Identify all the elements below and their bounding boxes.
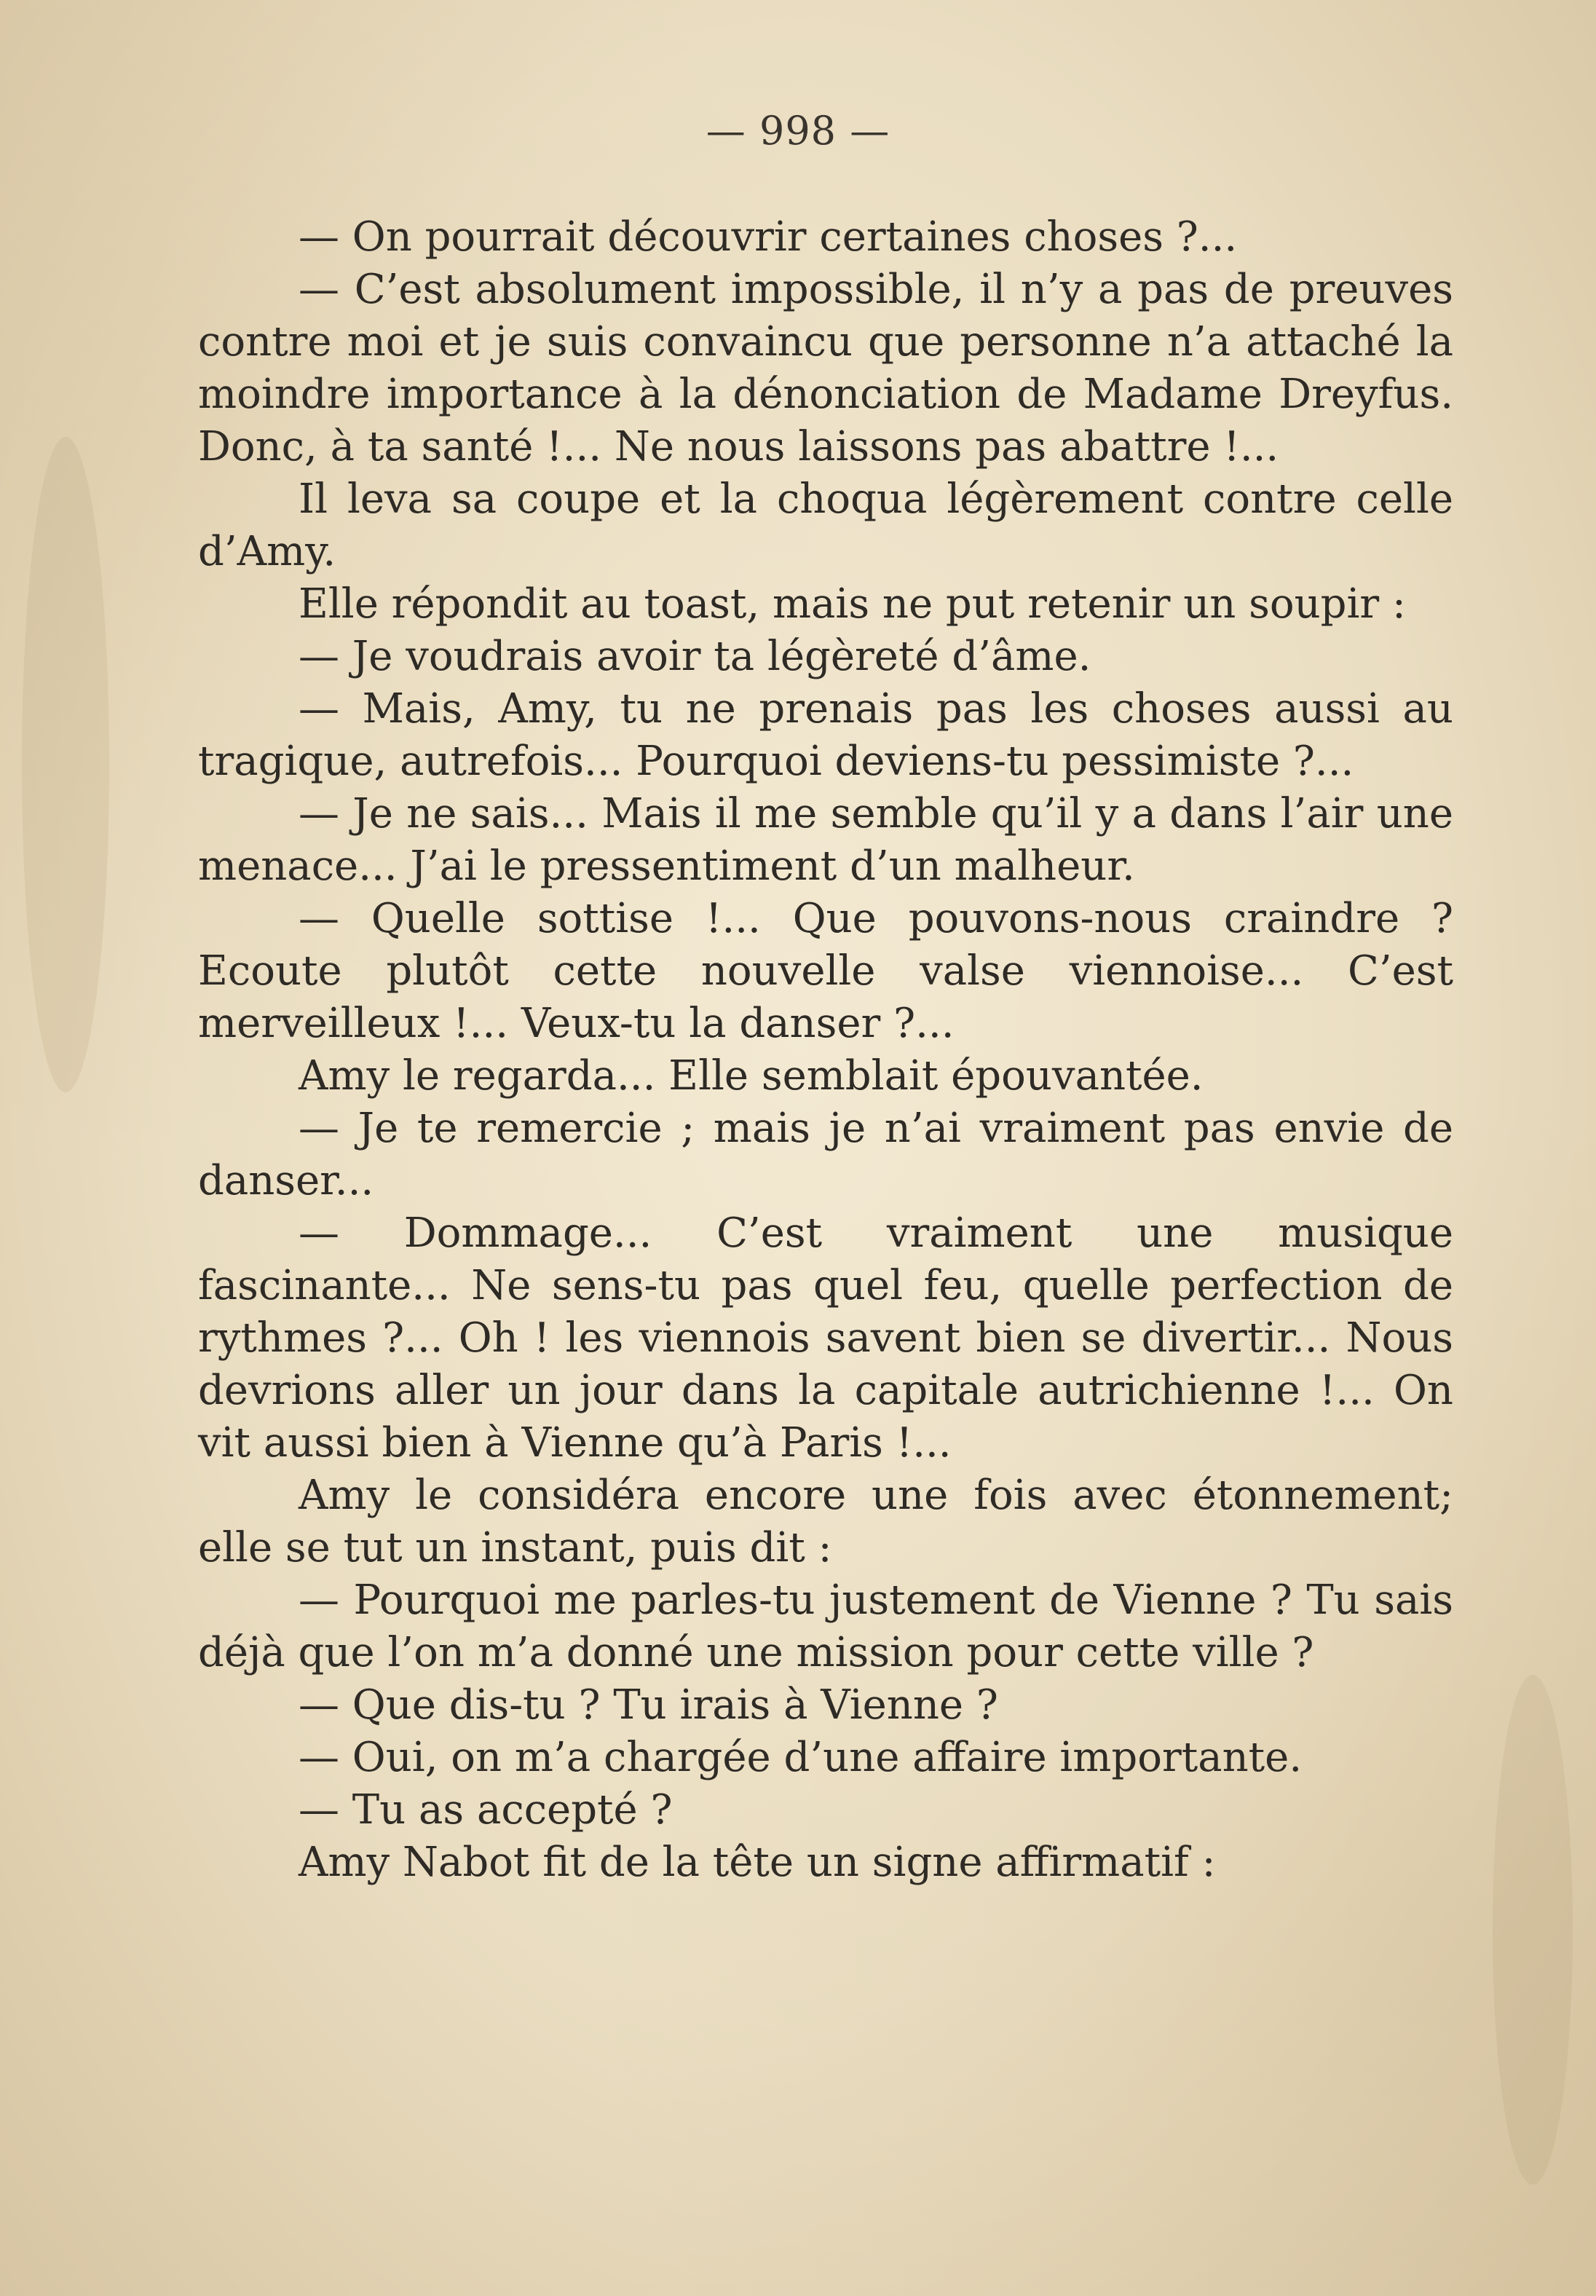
paragraph: Elle répondit au toast, mais ne put retenir un soupir : (299, 580, 1406, 628)
paragraph: — Je ne sais... Mais il me semble qu’il y a dans l’air une menace... J’ai le pressentiment d’un malheur. (198, 790, 1453, 890)
page-number: — 998 — (706, 108, 890, 154)
paragraph: — Quelle sottise !... Que pouvons-nous craindre ? Ecoute plutôt cette nouvelle valse viennoise... C’est merveilleux !... Veux-tu la danser ?... (198, 895, 1453, 1047)
paragraph: — Dommage... C’est vraiment une musique fascinante... Ne sens-tu pas quel feu, quelle perfection de rythmes ?... Oh ! les viennois savent bien se divertir... Nous devrions aller un jour dans la capitale autrichienne !... On vit aussi bien à Vienne qu’à Paris !... (198, 1210, 1453, 1467)
paper-stain (1493, 1675, 1573, 2185)
paragraph: Amy le considéra encore une fois avec étonnement; elle se tut un instant, puis dit : (198, 1472, 1453, 1571)
paper-stain (22, 437, 109, 1092)
paragraph: — Oui, on m’a chargée d’une affaire importante. (299, 1734, 1303, 1781)
paragraph: — On pourrait découvrir certaines choses ?... (299, 213, 1238, 261)
paragraph: — Tu as accepté ? (299, 1786, 673, 1834)
paragraph: Amy le regarda... Elle semblait épouvantée. (299, 1052, 1204, 1100)
paragraph: — Que dis-tu ? Tu irais à Vienne ? (299, 1681, 998, 1729)
paragraph: Amy Nabot fit de la tête un signe affirmatif : (299, 1839, 1216, 1886)
body-text (198, 211, 1453, 1889)
paragraph: — Pourquoi me parles-tu justement de Vienne ? Tu sais déjà que l’on m’a donné une mission pour cette ville ? (198, 1577, 1453, 1676)
paragraph: — Je te remercie ; mais je n’ai vraiment pas envie de danser... (198, 1105, 1453, 1204)
paragraph: — Je voudrais avoir ta légèreté d’âme. (299, 633, 1091, 680)
paragraph: — Mais, Amy, tu ne prenais pas les choses aussi au tragique, autrefois... Pourquoi deviens-tu pessimiste ?... (198, 685, 1453, 785)
paragraph: Il leva sa coupe et la choqua légèrement contre celle d’Amy. (198, 476, 1453, 575)
paragraph: — C’est absolument impossible, il n’y a pas de preuves contre moi et je suis convaincu que personne n’a attaché la moindre importance à la dénonciation de Madame Dreyfus. Donc, à ta santé !... Ne nous laissons pas abattre !... (198, 266, 1453, 470)
